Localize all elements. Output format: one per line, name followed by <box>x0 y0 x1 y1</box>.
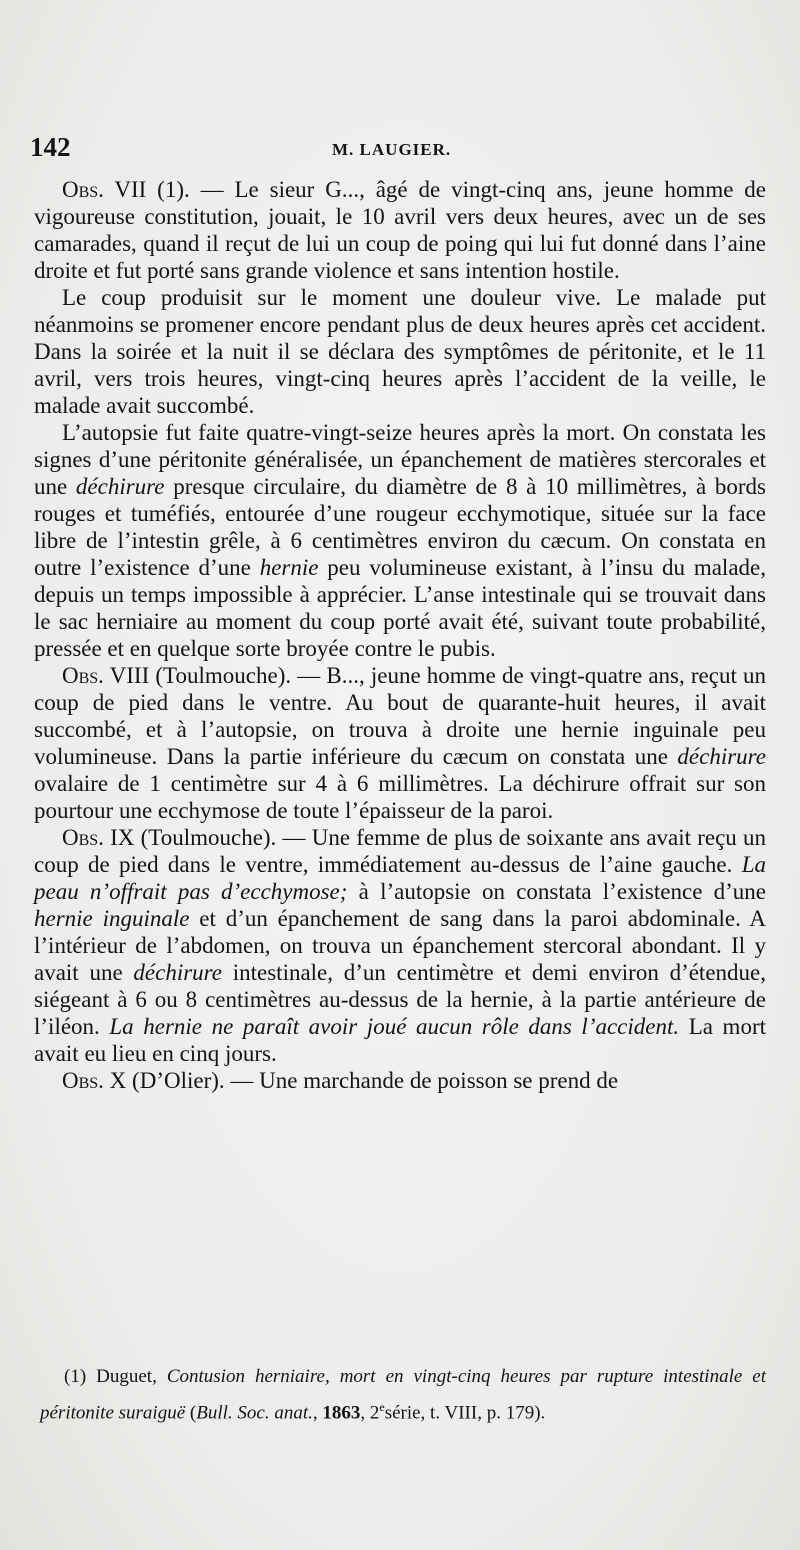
italic-text: déchirure <box>75 474 165 499</box>
text-run: à l’autopsie on constata l’existence d’une <box>347 879 766 904</box>
text-run: L’autopsie fut faite quatre-vingt-seize heures après la mort. On constata les signes d’une péritonite généralisée, un épanchement de matières stercorales et une <box>34 420 766 499</box>
running-head <box>30 132 770 162</box>
paragraph-symptoms <box>34 284 766 419</box>
paragraph-obs-viii <box>34 662 766 824</box>
italic-text: Bull. Soc. anat. <box>196 1402 313 1424</box>
page-number: 142 <box>30 132 71 162</box>
text-run: — Le sieur G..., âgé de vingt-cinq ans, jeune homme de vigoureuse constitution, jouait, le 10 avril vers deux heures, avec un de ses camarades, quand il reçut de lui un coup de poing qui lui fut donné dans l’aine droite et fut porté sans grande violence et sans intention hostile. <box>34 177 767 283</box>
text-run: (1) Duguet, <box>64 1366 167 1387</box>
text-run: (Toulmouche). — Une femme de plus de soixante ans avait reçu un coup de pied dans le ventre, immédiatement au-dessus de l’aine gauche. <box>34 825 766 877</box>
paragraph-obs-ix <box>34 824 766 1067</box>
superscript-text: e <box>379 1400 385 1414</box>
paragraph-obs-x <box>34 1067 766 1094</box>
observation-label: Obs. VII (1). <box>62 177 190 202</box>
italic-text: hernie inguinale <box>34 906 190 931</box>
text-run: série, t. VIII, p. 179). <box>384 1402 546 1424</box>
text-run: peu volumineuse existant, à l’insu du malade, depuis un temps impossible à apprécier. L’anse intestinale qui se trouvait dans le sac herniaire au moment du coup porté avait été, suivant toute probabilité, pressée et en quelque sorte broyée contre le pubis. <box>34 555 766 661</box>
text-run: Le coup produisit sur le moment une douleur vive. Le malade put néanmoins se promener encore pendant plus de deux heures après cet accident. Dans la soirée et la nuit il se déclara des symptômes de péritonite, et le 11 avril, vers trois heures, vingt-cinq heures après l’accident de la veille, le malade avait succombé. <box>34 285 766 418</box>
observation-label: Obs. X <box>62 1068 127 1093</box>
italic-text: déchirure <box>677 744 766 769</box>
text-run: ovalaire de 1 centimètre sur 4 à 6 millimètres. La déchirure offrait sur son pourtour une ecchymose de toute l’épaisseur de la paroi. <box>34 771 766 823</box>
italic-text: La hernie ne paraît avoir joué aucun rôle dans l’accident. <box>109 1014 680 1039</box>
text-run: presque circulaire, du diamètre de 8 à 10 millimètres, à bords rouges et tuméfiés, entourée d’une rougeur ecchymotique, située sur la face libre de l’intestin grêle, à 6 centimètres environ du cæcum. On constata en outre l’existence d’une <box>34 474 766 580</box>
text-run: et d’un épanchement de sang dans la paroi abdominale. A l’intérieur de l’abdomen, on trouva un épanchement stercoral abondant. Il y avait une <box>34 906 767 985</box>
observation-label: Obs. IX <box>62 825 135 850</box>
italic-text: La peau n’offrait pas d’ecchymose; <box>34 852 766 904</box>
italic-text: déchirure <box>133 960 222 985</box>
text-run: , <box>312 1402 323 1424</box>
italic-text: Contusion herniaire, mort en vingt-cinq heures par rupture intestinale et péritonite suraiguë <box>40 1366 766 1424</box>
text-run: ( <box>185 1402 197 1424</box>
text-run: intestinale, d’un centimètre et demi environ d’étendue, siégeant à 6 ou 8 centimètres au-dessus de la hernie, à la partie antérieure de l’iléon. <box>34 960 766 1039</box>
paragraph-autopsy <box>34 419 766 662</box>
paragraph-obs-vii <box>34 176 766 284</box>
text-run: La mort avait eu lieu en cinq jours. <box>34 1014 766 1066</box>
body-text <box>34 176 766 1094</box>
footnote <box>40 1362 766 1428</box>
italic-text: hernie <box>259 555 319 580</box>
text-run: (Toulmouche). — B..., jeune homme de vingt-quatre ans, reçut un coup de pied dans le ventre. Au bout de quarante-huit heures, il avait succombé, et à l’autopsie, on trouva à droite une hernie inguinale peu volumineuse. Dans la partie inférieure du cæcum on constata une <box>34 663 766 769</box>
observation-label: Obs. VIII <box>62 663 150 688</box>
running-title: M. LAUGIER. <box>332 140 452 159</box>
bold-text: 1863 <box>322 1402 361 1424</box>
text-run: , 2 <box>360 1402 380 1424</box>
text-run: (D’Olier). — Une marchande de poisson se prend de <box>126 1068 619 1093</box>
